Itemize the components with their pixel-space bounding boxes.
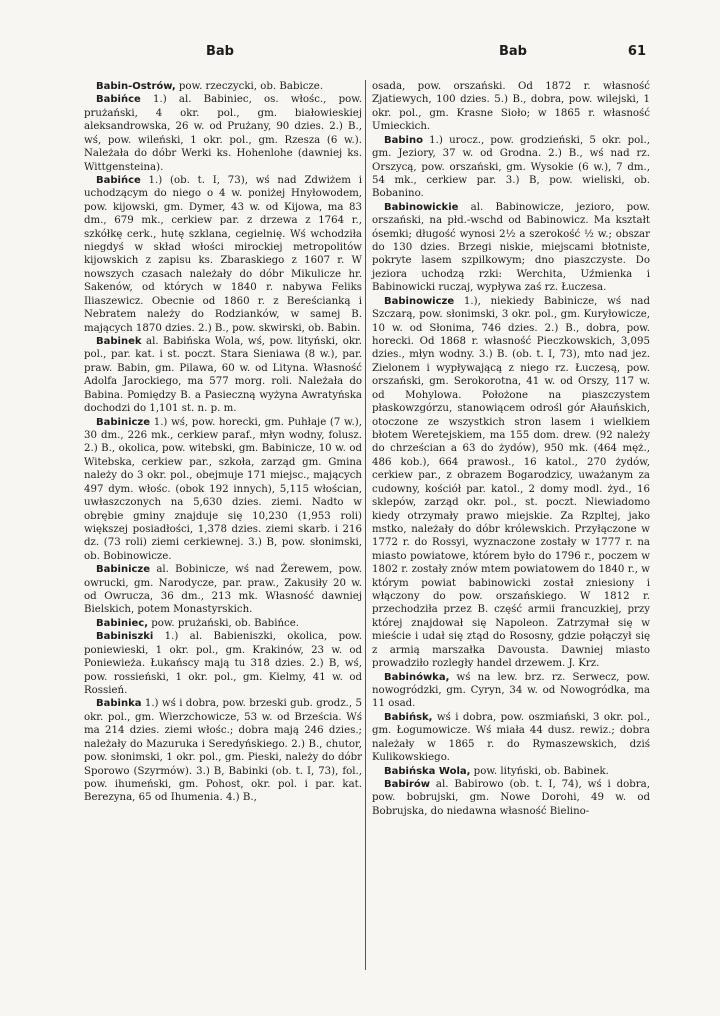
entry-headword: Babinówka, [384, 671, 450, 683]
page-number: 61 [627, 44, 646, 59]
entry-text: 1.), niekiedy Babinicze, wś nad Szczarą, pow. słonimski, 3 okr. pol., gm. Kuryłowicze, 10 w. od Słonima, 746 dzies. 2.) B., dobra, pow. horecki. Od 1868 r. własność Pieczkowskich, 3,095 dzies., młyn wodny. 3.) B. (ob. t. I, 73), mto nad jez. Zielonem i wypływającą z niego rz. Łuczesą, pow. orszański, gm. Serokorotna, 41 w. od Orszy, 117 w. od Mohylowa. Położone na piaszczystem płaskowzgórzu, stanowiącem odrośl gór Ałauńskich, otoczone ze wszystkich stron lasem i wielkiem błotem Weretejskiem, ma 155 dom. drew. (92 należy do chrześcian a 63 do żydów), 950 mk. (464 męż., 486 kob.), 664 prawosł., 16 katol., 270 żydów, cerkiew par., z obrazem Bogarodzicy, uważanym za cudowny, kościół par. katol., 2 domy modl. żyd., 16 sklepów, zarząd okr. pol., st. poczt. Niewiadomo kiedy otrzymały prawo miejskie. Za Rzpltej, jako mstko, należały do dóbr królewskich. Przyłączone w 1772 r. do Rossyi, wyznaczone zostały w 1777 r. na miasto powiatowe, którem było do 1796 r., poczem w 1802 r. zostały znów mtem powiatowem do 1840 r., w którym powiat babinowicki został zniesiony i włączony do pow. orszańskiego. W 1812 r. przechodziła przez B. część armii francuzkiej, przy której znajdował się Napoleon. Zatrzymał się w mieście i udał się ztąd do Rososny, gdzie połączył się z armią marszałka Davousta. Dawniej miasto prowadziło rozległy handel drzewem. J. Krz. [372, 295, 650, 670]
entry-headword: Babino [384, 134, 423, 146]
entry-text: 1.) urocz., pow. grodzieński, 5 okr. pol., gm. Jeziory, 37 w. od Grodna. 2.) B., wś nad rz. Orszycą, pow. orszański, gm. Wysokie (6 w.), 7 dm., 54 mk., cerkiew par. 3.) B, pow. wieliski, ob. Bobanino. [372, 134, 650, 200]
entry-text: 1.) wś, pow. horecki, gm. Puhłaje (7 w.), 30 dm., 226 mk., cerkiew paraf., młyn wodny, folusz. 2.) B., okolica, pow. witebski, gm. Babinicze, 10 w. od Witebska, cerkiew par., szkoła, zarząd gm. Gmina należy do 3 okr. pol., obejmuje 171 miejsc., mających 497 dym. włośc. (obok 192 innych), 5,115 włościan, uwłaszczonych na 5,630 dzies. ziemi. Nadto w obrębie gminy znajduje się 10,230 (1,953 roli) większej posiadłości, 1,378 dzies. ziemi skarb. i 216 dz. (73 roli) ziemi cerkiewnej. 3.) B, pow. słonimski, ob. Bobinowicze. [84, 416, 362, 562]
entry-text: 1.) wś i dobra, pow. brzeski gub. grodz., 5 okr. pol., gm. Wierzchowicze, 53 w. od Brześcia. Wś ma 214 dzies. ziemi włośc.; dobra mają 246 dzies.; należały do Mazuruka i Seredyńskiego. 2.) B., chutor, pow. słonimski, 1 okr. pol., gm. Pieski, należy do dóbr Sporowo (Szyrmów). 3.) B, Babinki (ob. t. I, 73), fol., pow. ihumeński, gm. Pohost, okr. pol. i par. kat. Berezyna, 65 od Ihumenia. 4.) B., [84, 698, 362, 804]
entry-headword: Babirów [384, 778, 430, 790]
entry-babinsk [372, 711, 650, 765]
column-divider [365, 80, 366, 970]
entry-headword: Babińce [96, 94, 141, 106]
entry-babirow [372, 778, 650, 818]
entry-text: 1.) al. Babieniszki, okolica, pow. poniewieski, 1 okr. pol., gm. Krakinów, 23 w. od Poniewieża. Łukańscy mają tu 318 dzies. 2.) B, wś, pow. rossieński, 1 okr. pol., gm. Kielmy, 41 w. od Rossień. [84, 631, 362, 696]
entry-babiniszki [84, 630, 362, 697]
entry-babinska-wola [372, 765, 650, 778]
entry-text: al. Babinowicze, jezioro, pow. orszański, na płd.-wschd od Babinowicz. Ma kształt ósemki; długość wynosi 2½ a szerokość ½ w.; obszar do 130 dzies. Brzegi niskie, miejscami błotniste, pokryte lasem szpilkowym; dno piaszczyste. Do jeziora uchodzą rzki: Werchita, Uźmienka i Babinowicki ruczaj, wypływa zaś rz. Łuczesa. [372, 201, 650, 294]
entry-headword: Babinka [96, 698, 142, 710]
entry-text: wś i dobra, pow. oszmiański, 3 okr. pol., gm. Łogumowicze. Wś miała 44 dusz. rewiz.; dobra należały w 1865 r. do Rymaszewskich, dziś Kulikowskiego. [372, 711, 650, 764]
entry-headword: Babiniszki [96, 631, 154, 643]
running-head-left: Bab [206, 44, 234, 59]
entry-continuation [372, 80, 650, 134]
entry-babinka [84, 697, 362, 804]
entry-text: osada, pow. orszański. Od 1872 r. własność Zjatiewych, 100 dzies. 5.) B., dobra, pow. wilejski, 1 okr. pol., gm. Krasne Sioło; w 1865 r. własność Umieckich. [372, 81, 650, 133]
entry-headword: Babiniec, [96, 617, 149, 629]
entry-babiniec [84, 617, 362, 630]
entry-text: al. Babińska Wola, wś, pow. lityński, okr. pol., par. kat. i st. poczt. Stara Sieniawa (8 w.), par. praw. Babin, gm. Pilawa, 60 w. od Lityna. Własność Adolfa Jarockiego, ma 577 morg. roli. Należała do Babina. Pomiędzy B. a Pasieczną wyżyna Awratyńska dochodzi do 1,101 st. n. p. m. [84, 336, 362, 415]
entry-babinowickie [372, 201, 650, 295]
entry-text: al. Babirowo (ob. t. I, 74), wś i dobra, pow. bobrujski, gm. Nowe Dorohi, 49 w. od Bobrujska, do niedawna własność Bielino- [372, 778, 650, 817]
entry-babin-ostrow [84, 80, 362, 93]
entry-babince-1 [84, 93, 362, 174]
entry-text: 1.) al. Babiniec, os. włośc., pow. prużański, 4 okr. pol., gm. białowieskiej aleksandrowska, 26 w. od Prużany, 90 dzies. 2.) B., wś, pow. wileński, 1 okr. pol., gm. Rzesza (6 w.). Należała do dóbr Werki ks. Hohenlohe (dawniej ks. Wittgensteina). [84, 94, 362, 173]
entry-headword: Babinicze [96, 416, 151, 428]
left-column [84, 80, 362, 805]
entry-babinicze-2 [84, 563, 362, 617]
entry-text: pow. prużański, ob. Babińce. [148, 617, 299, 629]
entry-headword: Babińsk, [384, 711, 433, 723]
entry-babinek [84, 335, 362, 416]
entry-text: pow. lityński, ob. Babinek. [470, 765, 609, 777]
entry-babinicze-1 [84, 416, 362, 564]
entry-headword: Babińce [96, 174, 141, 186]
entry-text: pow. rzeczycki, ob. Babicze. [175, 81, 324, 92]
entry-babino [372, 134, 650, 201]
entry-headword: Babinowickie [384, 201, 459, 213]
right-column [372, 80, 650, 818]
entry-headword: Babinek [96, 336, 142, 348]
entry-headword: Babinowicze [384, 295, 455, 307]
entry-text: 1.) (ob. t. I, 73), wś nad Zdwiżem i uchodzącym do niego o 4 w. poniżej Hnyłowodem, pow. kijowski, gm. Dymer, 43 w. od Kijowa, ma 83 dm., 679 mk., cerkiew par. z drzewa z 1764 r., szkółkę cerk., hutę szklana, cegielnię. Wś wchodziła niegdyś w skład włości mirockiej metropolitów kijowskich z zapisu ks. Zbaraskiego z 1607 r. W nowszych czasach należały do dóbr Mikulicze hr. Sakenów, od których w 1840 r. nabywa Feliks Iliaszewicz. Obecnie od 1860 r. z Bereścianką i Nebratem należy do Rodzianków, w samej B. mających 1870 dzies. 2.) B., pow. skwirski, ob. Babin. [84, 174, 362, 334]
entry-headword: Babinicze [96, 564, 151, 576]
entry-babinowka [372, 671, 650, 711]
entry-headword: Babin-Ostrów, [96, 81, 176, 92]
entry-text: al. Bobinicze, wś nad Żerewem, pow. owrucki, gm. Narodycze, par. praw., Zakusiły 20 w. od Owrucza, 36 dm., 213 mk. Własność dawniej Bielskich, potem Monastyrskich. [84, 564, 362, 616]
entry-babince-2 [84, 174, 362, 335]
running-head-right: Bab [499, 44, 527, 59]
entry-text: wś na lew. brz. rz. Serwecz, pow. nowogródzki, gm. Cyryn, 34 w. od Nowogródka, ma 11 osad. [372, 671, 650, 710]
entry-headword: Babińska Wola, [384, 765, 471, 777]
entry-babinowicze [372, 295, 650, 671]
